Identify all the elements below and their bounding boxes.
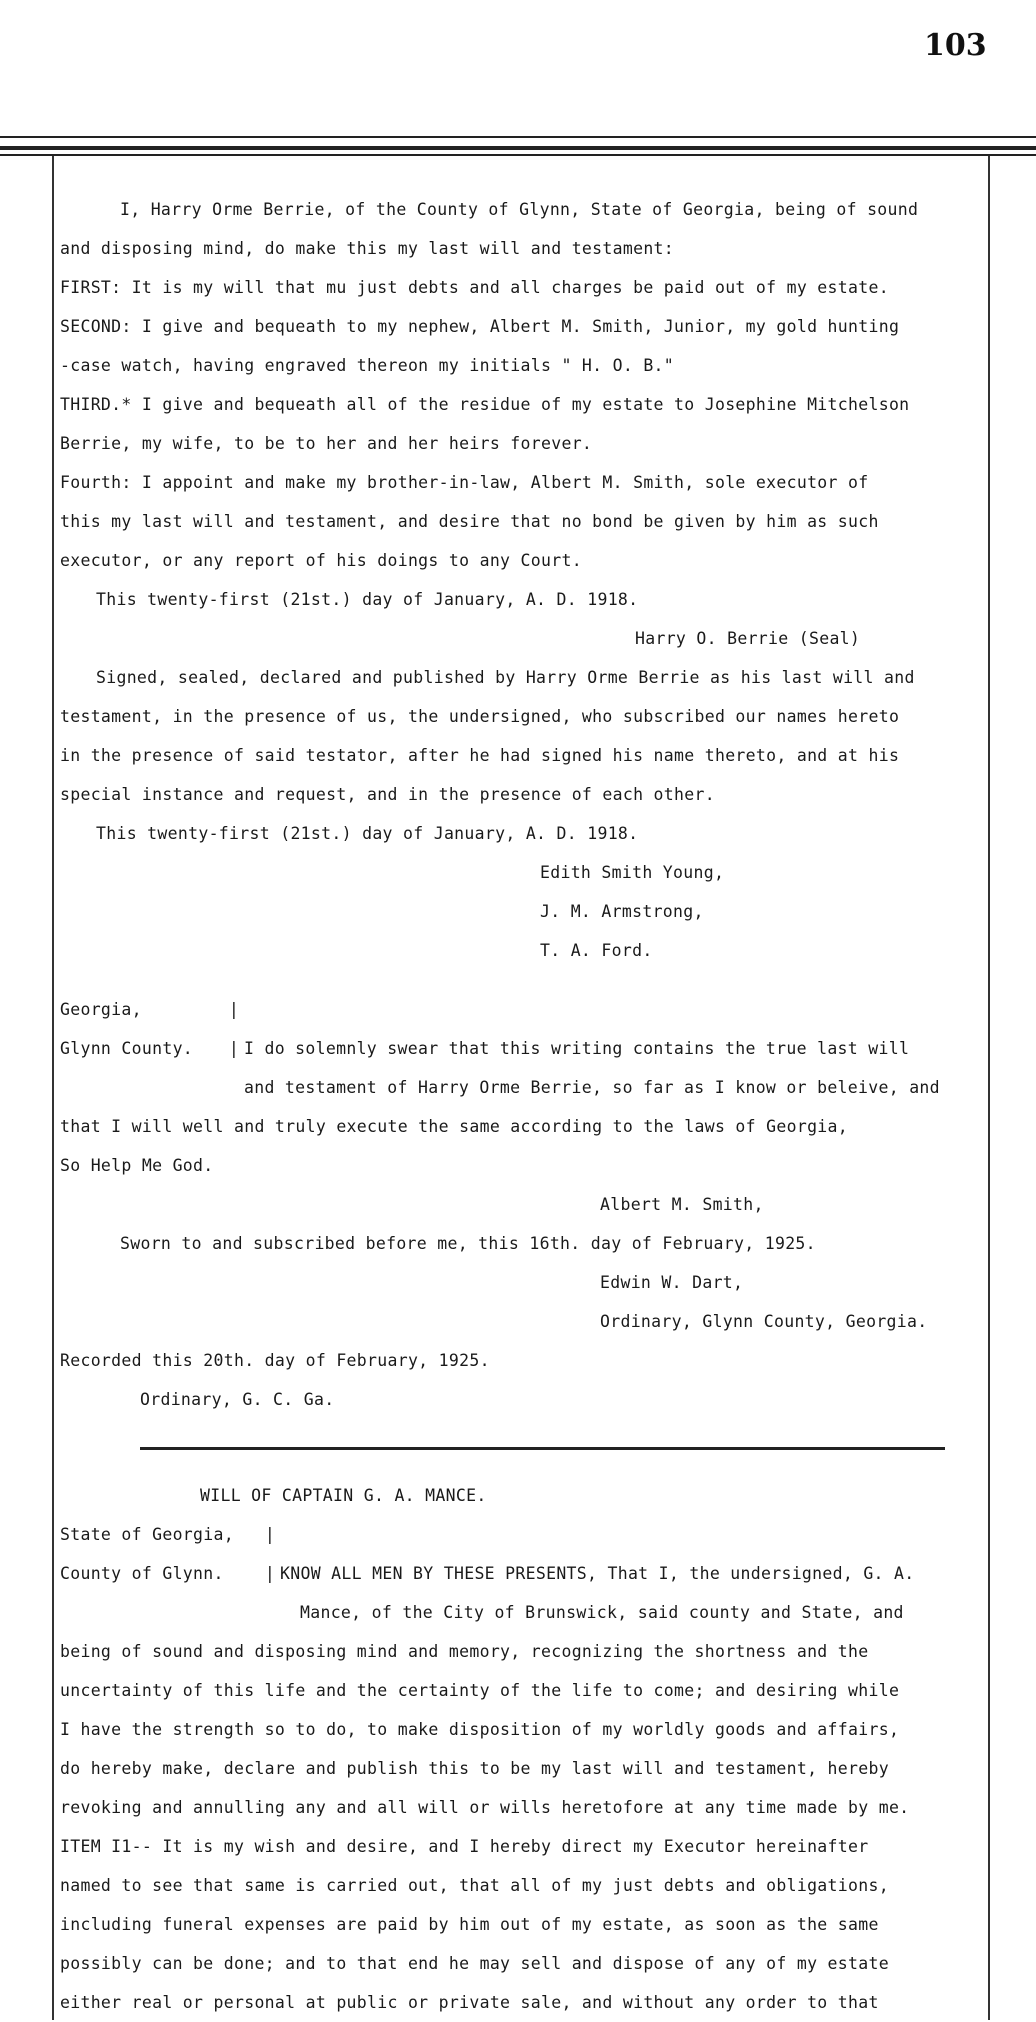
will2-title: WILL OF CAPTAIN G. A. MANCE. <box>200 1486 487 1505</box>
will1-line: -case watch, having engraved thereon my initials " H. O. B." <box>60 356 675 375</box>
venue-bracket: | <box>264 1525 276 1544</box>
will2-line: including funeral expenses are paid by him out of my estate, as soon as the same <box>60 1915 879 1934</box>
oath-line: I do solemnly swear that this writing contains the true last will <box>244 1039 910 1058</box>
attestation-line: in the presence of said testator, after he had signed his name thereto, and at his <box>60 746 900 765</box>
attestation-line: testament, in the presence of us, the undersigned, who subscribed our names hereto <box>60 707 900 726</box>
venue-state: State of Georgia, <box>60 1525 234 1544</box>
executor-signature: Albert M. Smith, <box>600 1195 764 1214</box>
venue-bracket: | <box>264 1564 276 1583</box>
will2-line: revoking and annulling any and all will or wills heretofore at any time made by me. <box>60 1798 910 1817</box>
oath-line: So Help Me God. <box>60 1156 214 1175</box>
left-margin-line <box>52 156 54 2020</box>
top-rule-lower <box>0 154 1036 156</box>
top-rule-thick <box>0 146 1036 150</box>
venue-bracket: | <box>228 1000 240 1019</box>
official-name: Edwin W. Dart, <box>600 1273 744 1292</box>
will2-line: KNOW ALL MEN BY THESE PRESENTS, That I, the undersigned, G. A. <box>280 1564 915 1583</box>
will2-line: do hereby make, declare and publish this to be my last will and testament, hereby <box>60 1759 889 1778</box>
attestation-line: Signed, sealed, declared and published by Harry Orme Berrie as his last will and <box>96 668 915 687</box>
will1-line: and disposing mind, do make this my last will and testament: <box>60 239 675 258</box>
venue-state: Georgia, <box>60 1000 142 1019</box>
oath-line: and testament of Harry Orme Berrie, so far as I know or beleive, and <box>244 1078 940 1097</box>
will2-line: named to see that same is carried out, that all of my just debts and obligations, <box>60 1876 889 1895</box>
will2-line: Mance, of the City of Brunswick, said county and State, and <box>300 1603 904 1622</box>
will2-venue-state <box>60 1515 980 1554</box>
right-margin-line <box>988 156 990 2020</box>
will1-line: executor, or any report of his doings to any Court. <box>60 551 582 570</box>
official-title: Ordinary, Glynn County, Georgia. <box>600 1312 928 1331</box>
page-content <box>60 190 980 2022</box>
will1-line: FIRST: It is my will that mu just debts and all charges be paid out of my estate. <box>60 278 889 297</box>
testator-signature: Harry O. Berrie (Seal) <box>635 629 861 648</box>
will2-line: uncertainty of this life and the certainty of the life to come; and desiring while <box>60 1681 900 1700</box>
sworn-line: Sworn to and subscribed before me, this 16th. day of February, 1925. <box>120 1234 816 1253</box>
oath-venue-state <box>60 990 980 1029</box>
oath-line: that I will well and truly execute the same according to the laws of Georgia, <box>60 1117 849 1136</box>
recorded-by: Ordinary, G. C. Ga. <box>140 1390 335 1409</box>
will1-line: Fourth: I appoint and make my brother-in-law, Albert M. Smith, sole executor of <box>60 473 869 492</box>
attestation-line: special instance and request, and in the presence of each other. <box>60 785 715 804</box>
will1-line: I, Harry Orme Berrie, of the County of Glynn, State of Georgia, being of sound <box>120 200 919 219</box>
will1-line: this my last will and testament, and desire that no bond be given by him as such <box>60 512 879 531</box>
page-number: 103 <box>924 28 987 63</box>
oath-venue-county <box>60 1029 980 1068</box>
witness-name: T. A. Ford. <box>540 941 653 960</box>
will2-line: either real or personal at public or private sale, and without any order to that <box>60 1993 879 2012</box>
will2-venue-county <box>60 1554 980 1593</box>
will2-line: possibly can be done; and to that end he may sell and dispose of any of my estate <box>60 1954 889 1973</box>
will2-line: I have the strength so to do, to make disposition of my worldly goods and affairs, <box>60 1720 900 1739</box>
venue-county: Glynn County. <box>60 1039 194 1058</box>
will2-line: being of sound and disposing mind and memory, recognizing the shortness and the <box>60 1642 869 1661</box>
will2-line: ITEM I1-- It is my wish and desire, and I hereby direct my Executor hereinafter <box>60 1837 869 1856</box>
witness-name: J. M. Armstrong, <box>540 902 704 921</box>
recorded-line: Recorded this 20th. day of February, 1925. <box>60 1351 490 1370</box>
will1-line: SECOND: I give and bequeath to my nephew, Albert M. Smith, Junior, my gold hunting <box>60 317 900 336</box>
venue-county: County of Glynn. <box>60 1564 224 1583</box>
attestation-date-line: This twenty-first (21st.) day of January, A. D. 1918. <box>96 824 639 843</box>
venue-bracket: | <box>228 1039 240 1058</box>
witness-name: Edith Smith Young, <box>540 863 725 882</box>
section-divider <box>140 1447 945 1450</box>
will1-date-line: This twenty-first (21st.) day of January, A. D. 1918. <box>96 590 639 609</box>
top-rule <box>0 136 1036 138</box>
will1-line: Berrie, my wife, to be to her and her heirs forever. <box>60 434 593 453</box>
will1-line: THIRD.* I give and bequeath all of the residue of my estate to Josephine Mitchelson <box>60 395 910 414</box>
